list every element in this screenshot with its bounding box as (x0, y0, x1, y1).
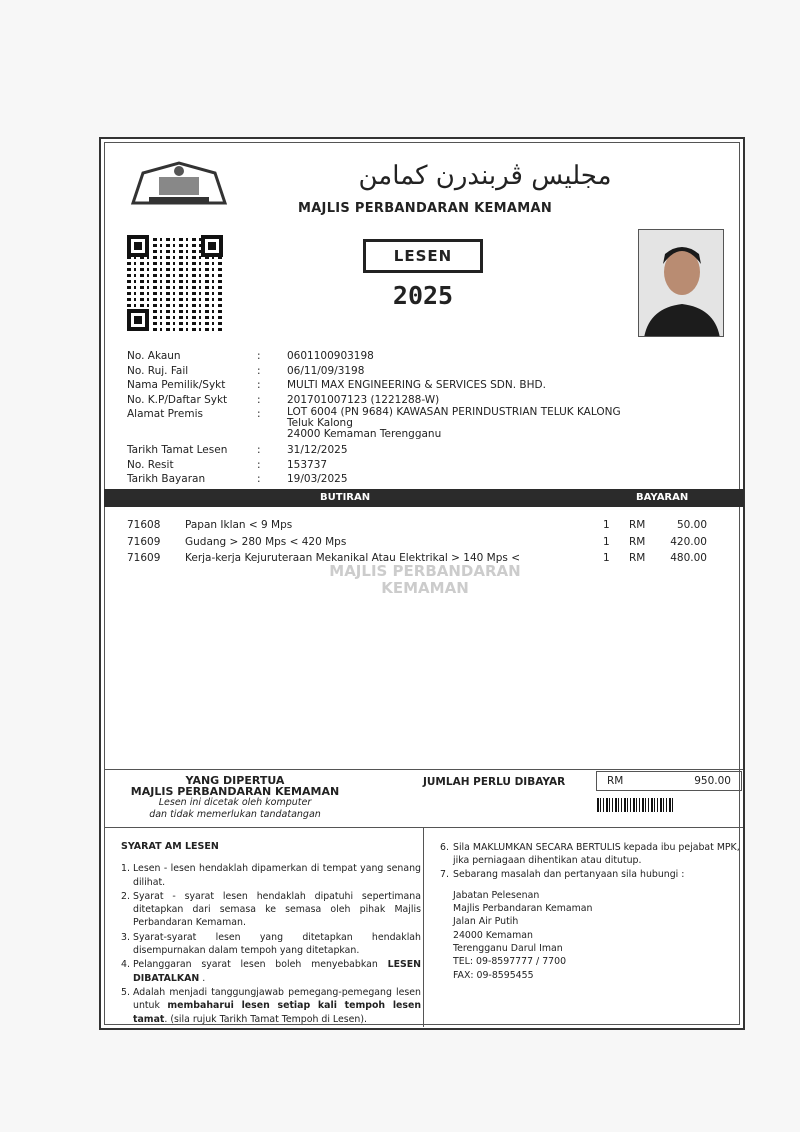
item-desc: Papan Iklan < 9 Mps (185, 519, 293, 531)
item-text: Adalah menjadi tanggungjawab pemegang-pemegang lesen untuk (133, 986, 421, 1012)
item-currency: RM (629, 535, 646, 548)
col-butiran: BUTIRAN (320, 492, 371, 503)
label-reg-no: No. K.P/Daftar Sykt (127, 393, 228, 406)
colon: : (257, 364, 261, 377)
watermark-line: KEMAMAN (381, 579, 469, 597)
value-owner: MULTI MAX ENGINEERING & SERVICES SDN. BHD. (287, 379, 546, 391)
divider (105, 769, 743, 770)
item-text: Syarat-syarat lesen yang ditetapkan hendaklah disempurnakan dalam tempoh yang ditetapkan. (133, 931, 421, 957)
value-expiry: 31/12/2025 (287, 444, 348, 456)
total-box (596, 771, 742, 791)
colon: : (257, 444, 261, 456)
owner-photo (638, 229, 724, 337)
item-number: 2. (121, 890, 130, 902)
fax: FAX: 09-8595455 (453, 969, 534, 981)
signature-block (125, 775, 345, 821)
divider (105, 827, 743, 828)
item-code: 71609 (127, 535, 161, 548)
barcode (597, 798, 675, 812)
item-number: 3. (121, 931, 130, 943)
col-bayaran: BAYARAN (636, 492, 689, 503)
item-currency: RM (629, 552, 646, 564)
divider (423, 827, 424, 1027)
address-line: Jabatan Pelesenan (453, 889, 540, 901)
item-desc: Kerja-kerja Kejuruteraan Mekanikal Atau Elektrikal > 140 Mps < (185, 552, 520, 564)
value-account: 0601100903198 (287, 350, 374, 362)
item-number: 6. (440, 842, 449, 853)
address-line: Majlis Perbandaran Kemaman (453, 903, 593, 915)
item-bold: membaharui lesen setiap kali tempoh lesen tamat (133, 1000, 422, 1025)
address-line: Terengganu Darul Iman (453, 943, 563, 955)
item-number: 7. (440, 868, 449, 880)
item-number: 5. (121, 986, 130, 998)
address-line: Jalan Air Putih (453, 916, 519, 928)
address-line: LOT 6004 (PN 9684) KAWASAN PERINDUSTRIAN TELUK KALONG (287, 406, 621, 418)
address-line: 24000 Kemaman (453, 929, 533, 941)
value-address (287, 407, 687, 440)
condition-item (121, 890, 421, 930)
jawi-title: مجليس ڤربندرن كمامن (358, 161, 612, 191)
item-text: . (202, 972, 206, 984)
item-code: 71609 (127, 552, 161, 564)
address-line: Teluk Kalong (287, 417, 353, 429)
condition-item (440, 868, 750, 881)
value-file-ref: 06/11/09/3198 (287, 364, 365, 377)
item-desc: Gudang > 280 Mps < 420 Mps (185, 535, 347, 548)
table-row (127, 517, 727, 534)
fee-items (127, 517, 727, 567)
computer-note: dan tidak memerlukan tandatangan (149, 809, 321, 820)
item-qty: 1 (603, 519, 610, 531)
item-text: Sebarang masalah dan pertanyaan sila hubungi : (453, 868, 685, 880)
table-row (127, 550, 727, 567)
table-row (127, 534, 727, 551)
table-header (104, 489, 744, 507)
total-amount: 950.00 (694, 775, 731, 787)
item-text: . (sila rujuk Tarikh Tamat Tempoh di Lesen). (164, 1013, 367, 1025)
item-amount: 420.00 (670, 535, 707, 548)
license-details (127, 349, 687, 487)
condition-item (121, 958, 421, 985)
item-qty: 1 (603, 535, 610, 548)
total-currency: RM (607, 775, 624, 787)
item-text: Syarat - syarat lesen hendaklah dipatuhi sepertimana ditetapkan dari semasa ke semasa oleh pihak Majlis Perbandaran Kemaman. (133, 890, 421, 929)
label-address: Alamat Premis (127, 408, 203, 420)
org-name: MAJLIS PERBANDARAN KEMAMAN (297, 201, 553, 216)
contact-info (440, 841, 750, 982)
watermark (285, 563, 565, 597)
address-line: 24000 Kemaman Terengganu (287, 428, 442, 440)
item-number: 1. (121, 863, 130, 875)
item-number: 4. (121, 959, 130, 971)
watermark-line: MAJLIS PERBANDARAN (329, 562, 521, 580)
condition-item (440, 841, 750, 868)
general-conditions (121, 840, 421, 1027)
qr-code (127, 235, 223, 331)
item-text: Lesen - lesen hendaklah dipamerkan di tempat yang senang dilihat. (133, 863, 421, 888)
phone: TEL: 09-8597777 / 7700 (453, 956, 567, 968)
condition-item (121, 862, 421, 889)
item-text: Pelanggaran syarat lesen boleh menyebabkan (133, 959, 378, 971)
value-reg-no: 201701007123 (1221288-W) (287, 393, 440, 406)
value-payment-date: 19/03/2025 (287, 473, 348, 485)
computer-note: Lesen ini dicetak oleh komputer (158, 797, 312, 808)
colon: : (257, 458, 261, 471)
address-block (453, 889, 750, 982)
item-amount: 480.00 (670, 552, 707, 564)
council-logo-icon (129, 159, 229, 207)
condition-item (121, 931, 421, 958)
sig-org: MAJLIS PERBANDARAN KEMAMAN (130, 785, 340, 798)
item-text: Sila MAKLUMKAN SECARA BERTULIS kepada ibu pejabat MPK, jika perniagaan dihentikan atau ditutup. (453, 842, 740, 867)
label-expiry: Tarikh Tamat Lesen (127, 444, 228, 456)
colon: : (257, 350, 261, 362)
license-year: 2025 (392, 281, 454, 310)
label-account: No. Akaun (127, 350, 181, 362)
label-receipt: No. Resit (127, 458, 174, 471)
value-receipt: 153737 (287, 458, 328, 471)
item-amount: 50.00 (676, 519, 707, 531)
colon: : (257, 408, 261, 420)
item-currency: RM (629, 519, 646, 531)
label-file-ref: No. Ruj. Fail (127, 364, 189, 377)
condition-item (121, 986, 421, 1026)
total-label: JUMLAH PERLU DIBAYAR (423, 776, 566, 788)
label-owner: Nama Pemilik/Sykt (127, 379, 226, 391)
label-payment-date: Tarikh Bayaran (127, 473, 206, 485)
conditions-title: SYARAT AM LESEN (121, 841, 219, 852)
colon: : (257, 473, 261, 485)
item-bold: LESEN DIBATALKAN (133, 959, 421, 984)
colon: : (257, 379, 261, 391)
colon: : (257, 393, 261, 406)
sig-title: YANG DIPERTUA (185, 774, 285, 787)
doc-title: LESEN (363, 239, 483, 273)
item-code: 71608 (127, 519, 161, 531)
item-qty: 1 (603, 552, 610, 564)
license-document (99, 137, 745, 1030)
